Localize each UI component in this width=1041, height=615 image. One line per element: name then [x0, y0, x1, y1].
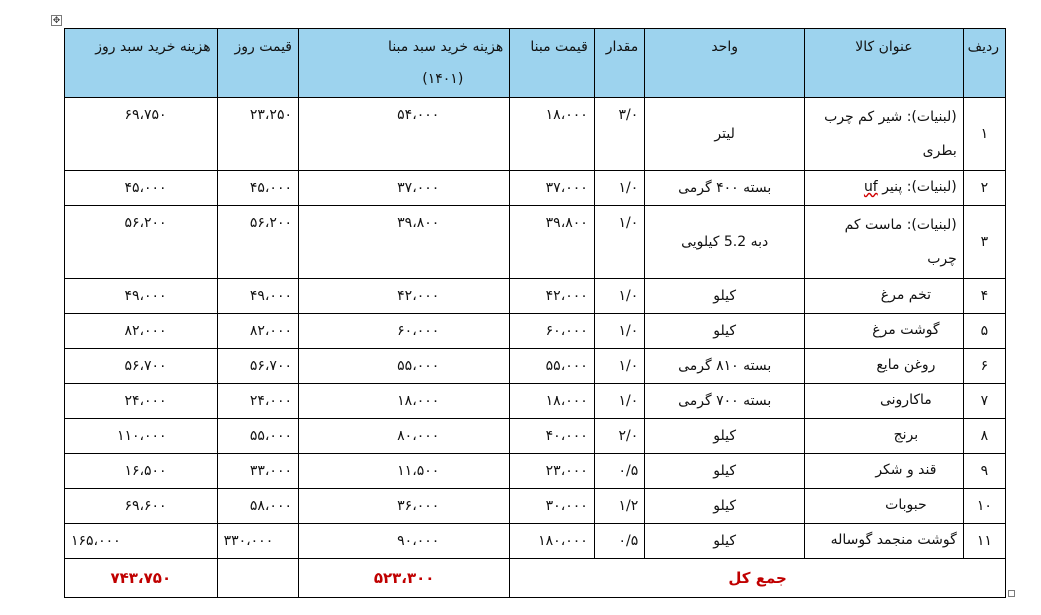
item-day-cost: ۸۲،۰۰۰ [65, 314, 218, 349]
item-quantity: ۰/۵ [594, 524, 645, 559]
table-row [65, 279, 1006, 314]
header-item-title: عنوان کالا [805, 29, 964, 98]
item-base-price: ۴۰،۰۰۰ [510, 419, 595, 454]
item-base-cost: ۹۰،۰۰۰ [299, 524, 510, 559]
header-quantity: مقدار [594, 29, 645, 98]
header-day-basket-cost: هزینه خرید سبد روز [65, 29, 218, 98]
item-day-cost: ۵۶،۲۰۰ [65, 206, 218, 279]
table-row [65, 349, 1006, 384]
item-day-cost: ۱۶،۵۰۰ [65, 454, 218, 489]
item-unit: کیلو [645, 314, 805, 349]
item-base-price: ۳۷،۰۰۰ [510, 171, 595, 206]
header-base-basket-cost-label: هزینه خرید سبد مبنا [388, 39, 504, 55]
header-base-basket-cost [299, 29, 510, 98]
table-row [65, 206, 1006, 279]
item-base-cost: ۱۱،۵۰۰ [299, 454, 510, 489]
item-quantity: ۱/۰ [594, 279, 645, 314]
item-unit: کیلو [645, 279, 805, 314]
item-day-price: ۸۲،۰۰۰ [217, 314, 298, 349]
item-base-cost: ۵۴،۰۰۰ [299, 98, 510, 171]
table-row [65, 384, 1006, 419]
item-base-cost: ۵۵،۰۰۰ [299, 349, 510, 384]
item-day-cost: ۱۱۰،۰۰۰ [65, 419, 218, 454]
table-row [65, 98, 1006, 171]
item-base-price: ۲۳،۰۰۰ [510, 454, 595, 489]
item-day-cost: ۴۹،۰۰۰ [65, 279, 218, 314]
item-title: برنج [805, 419, 964, 454]
table-row [65, 524, 1006, 559]
item-title: روغن مایع [805, 349, 964, 384]
row-index: ۵ [963, 314, 1005, 349]
item-quantity: ۲/۰ [594, 419, 645, 454]
item-day-cost: ۶۹،۷۵۰ [65, 98, 218, 171]
item-day-cost: ۶۹،۶۰۰ [65, 489, 218, 524]
row-index: ۷ [963, 384, 1005, 419]
header-row-number: ردیف [963, 29, 1005, 98]
item-day-price: ۳۳۰،۰۰۰ [217, 524, 298, 559]
total-base-cost: ۵۲۳،۳۰۰ [299, 559, 510, 598]
table-row [65, 171, 1006, 206]
item-day-price: ۵۸،۰۰۰ [217, 489, 298, 524]
item-day-price: ۵۵،۰۰۰ [217, 419, 298, 454]
item-day-price: ۲۴،۰۰۰ [217, 384, 298, 419]
item-title [805, 171, 964, 206]
total-label: جمع کل [510, 559, 1006, 598]
item-base-price: ۱۸،۰۰۰ [510, 98, 595, 171]
item-title: حبوبات [805, 489, 964, 524]
item-unit: کیلو [645, 524, 805, 559]
item-quantity: ۳/۰ [594, 98, 645, 171]
item-day-price: ۲۳،۲۵۰ [217, 98, 298, 171]
item-quantity: ۱/۰ [594, 171, 645, 206]
item-title: (لبنیات): ماست کم چرب [805, 206, 964, 279]
row-index: ۶ [963, 349, 1005, 384]
item-base-cost: ۳۷،۰۰۰ [299, 171, 510, 206]
item-unit: بسته ۸۱۰ گرمی [645, 349, 805, 384]
row-index: ۱۱ [963, 524, 1005, 559]
item-base-price: ۶۰،۰۰۰ [510, 314, 595, 349]
item-day-price: ۳۳،۰۰۰ [217, 454, 298, 489]
header-base-basket-cost-year: (۱۴۰۱) [422, 71, 464, 87]
item-quantity: ۱/۰ [594, 384, 645, 419]
price-table [64, 28, 1006, 598]
item-unit: بسته ۴۰۰ گرمی [645, 171, 805, 206]
total-day-cost: ۷۴۳،۷۵۰ [65, 559, 218, 598]
item-day-price: ۵۶،۷۰۰ [217, 349, 298, 384]
item-unit: لیتر [645, 98, 805, 171]
item-quantity: ۱/۲ [594, 489, 645, 524]
header-unit: واحد [645, 29, 805, 98]
total-empty-cell [217, 559, 298, 598]
item-base-cost: ۶۰،۰۰۰ [299, 314, 510, 349]
item-base-price: ۳۹،۸۰۰ [510, 206, 595, 279]
item-quantity: ۱/۰ [594, 314, 645, 349]
item-quantity: ۰/۵ [594, 454, 645, 489]
item-title: (لبنیات): شیر کم چرب بطری [805, 98, 964, 171]
row-index: ۱۰ [963, 489, 1005, 524]
item-day-cost: ۴۵،۰۰۰ [65, 171, 218, 206]
item-day-price: ۴۵،۰۰۰ [217, 171, 298, 206]
item-base-price: ۱۸۰،۰۰۰ [510, 524, 595, 559]
item-base-price: ۵۵،۰۰۰ [510, 349, 595, 384]
item-quantity: ۱/۰ [594, 206, 645, 279]
item-unit: کیلو [645, 419, 805, 454]
item-day-price: ۴۹،۰۰۰ [217, 279, 298, 314]
item-day-cost: ۲۴،۰۰۰ [65, 384, 218, 419]
item-base-price: ۳۰،۰۰۰ [510, 489, 595, 524]
item-base-cost: ۳۹،۸۰۰ [299, 206, 510, 279]
header-base-price: قیمت مبنا [510, 29, 595, 98]
total-row [65, 559, 1006, 598]
row-index: ۳ [963, 206, 1005, 279]
item-title: گوشت مرغ [805, 314, 964, 349]
table-row [65, 419, 1006, 454]
item-title-mark: uf [863, 179, 878, 195]
header-day-price: قیمت روز [217, 29, 298, 98]
row-index: ۲ [963, 171, 1005, 206]
row-index: ۴ [963, 279, 1005, 314]
table-row [65, 314, 1006, 349]
table-row [65, 489, 1006, 524]
item-title: گوشت منجمد گوساله [805, 524, 964, 559]
table-row [65, 454, 1006, 489]
header-row [65, 29, 1006, 98]
item-base-price: ۴۲،۰۰۰ [510, 279, 595, 314]
table-resize-handle-icon[interactable] [1008, 590, 1015, 597]
item-day-cost: ۵۶،۷۰۰ [65, 349, 218, 384]
row-index: ۱ [963, 98, 1005, 171]
item-title: قند و شکر [805, 454, 964, 489]
item-unit: بسته ۷۰۰ گرمی [645, 384, 805, 419]
row-index: ۸ [963, 419, 1005, 454]
item-base-cost: ۴۲،۰۰۰ [299, 279, 510, 314]
item-unit: کیلو [645, 489, 805, 524]
item-base-cost: ۳۶،۰۰۰ [299, 489, 510, 524]
item-quantity: ۱/۰ [594, 349, 645, 384]
item-unit: کیلو [645, 454, 805, 489]
item-day-cost: ۱۶۵،۰۰۰ [65, 524, 218, 559]
item-base-cost: ۸۰،۰۰۰ [299, 419, 510, 454]
table-move-handle-icon[interactable]: ✥ [52, 16, 61, 26]
item-title: تخم مرغ [805, 279, 964, 314]
item-unit: دبه 5.2 کیلویی [645, 206, 805, 279]
item-title: ماکارونی [805, 384, 964, 419]
item-day-price: ۵۶،۲۰۰ [217, 206, 298, 279]
row-index: ۹ [963, 454, 1005, 489]
item-base-price: ۱۸،۰۰۰ [510, 384, 595, 419]
item-title-text: (لبنیات): پنیر [877, 179, 957, 195]
item-base-cost: ۱۸،۰۰۰ [299, 384, 510, 419]
